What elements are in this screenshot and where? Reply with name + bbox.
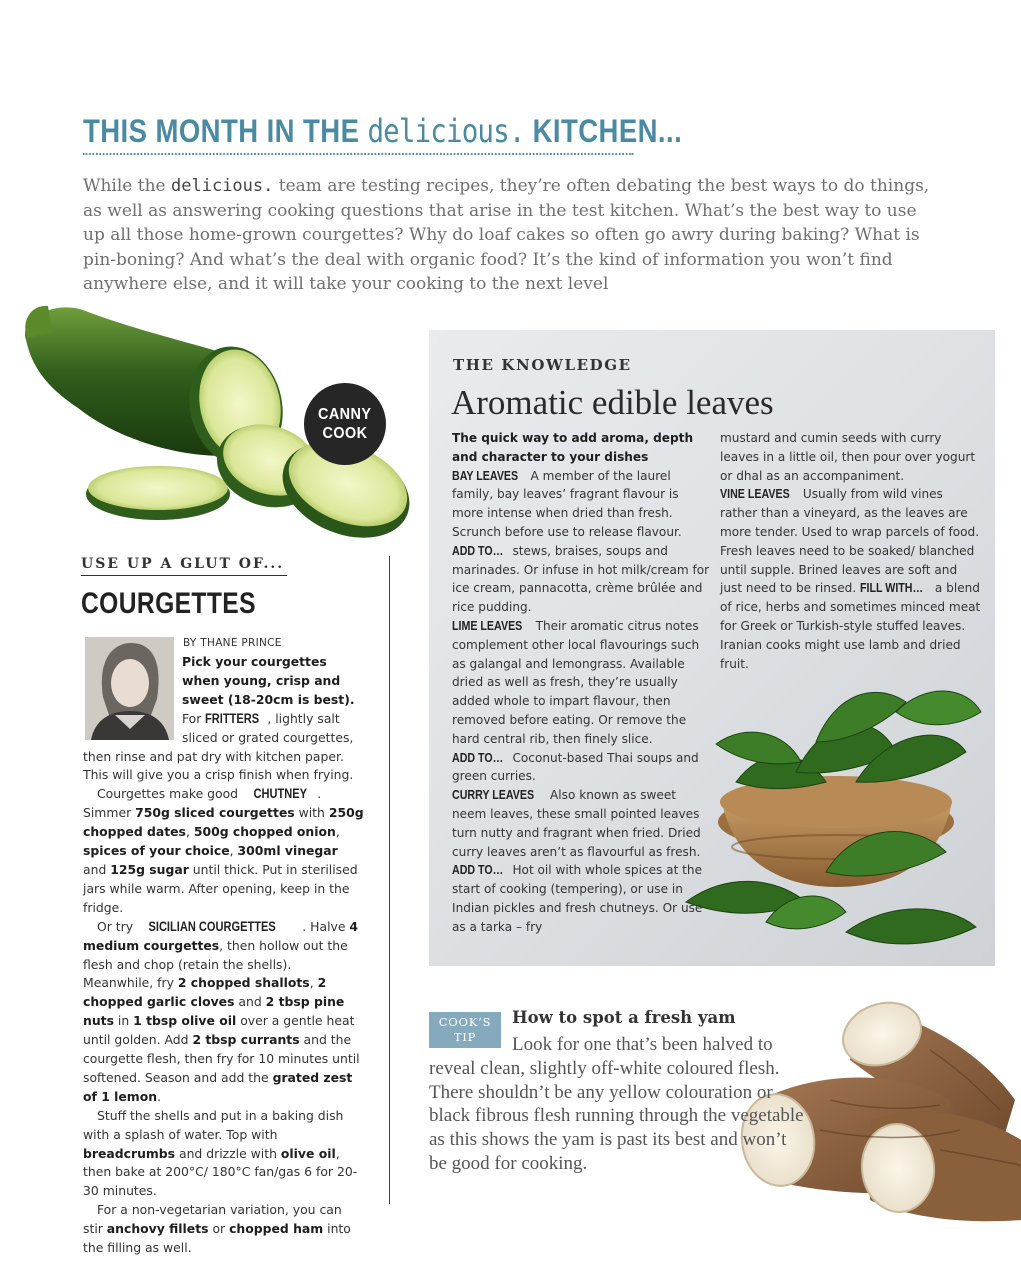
ingredient: 300ml vinegar	[237, 843, 338, 859]
text: and the courgette flesh, then fry for 10 minutes until softened. Season and add the	[83, 1032, 360, 1085]
intro-brand: delicious.	[171, 176, 274, 196]
ingredient: spices of your choice	[83, 843, 230, 859]
ingredient: breadcrumbs	[83, 1145, 176, 1161]
courgette-article	[83, 653, 365, 1258]
article-paragraph	[83, 1201, 365, 1258]
leaf-entry	[720, 485, 982, 673]
text: until thick. Put in sterilised jars while warm. After opening, keep in the fridge.	[83, 861, 358, 915]
badge-wrap-space	[429, 1033, 512, 1053]
text: with	[294, 805, 329, 821]
text: . Halve	[302, 918, 350, 934]
text: Usually from wild vines rather than a vineyard, as the leaves are more tender. Used to wrap parcels of food. Fresh leaves need to be soaked/ blanched until supple. Brined leaves are soft and just need to be rinsed.	[720, 487, 980, 596]
badge-line: COOK	[322, 425, 368, 442]
ingredient: chopped ham	[229, 1221, 324, 1237]
text: a blend of rice, herbs and sometimes minced meat for Greek or Turkish-style stuffed leaves. Iranian cooks might use lamb and dried fruit.	[720, 581, 981, 671]
ingredient: 125g sugar	[110, 861, 189, 877]
leaf-name: CURRY LEAVES	[452, 787, 535, 803]
knowledge-kicker: THE KNOWLEDGE	[453, 356, 632, 374]
canny-cook-badge	[304, 383, 386, 465]
usage-label: ADD TO…	[452, 862, 504, 878]
leaf-name: VINE LEAVES	[720, 486, 790, 502]
leaf-entry	[452, 467, 710, 617]
knowledge-lead	[452, 429, 710, 467]
ingredient: 2 chopped garlic cloves	[83, 975, 327, 1010]
text: , then hollow out the flesh and chop (retain the shells). Meanwhile, fry	[83, 937, 348, 991]
lead-text: The quick way to add aroma, depth and character to your dishes	[452, 431, 694, 464]
article-paragraph	[83, 918, 365, 1107]
section-kicker: USE UP A GLUT OF...	[81, 556, 287, 576]
curry-leaves-bowl-image	[676, 672, 996, 966]
text: Hot oil with whole spices at the start of cooking (tempering), or use in Indian pickles and fresh chutneys. Or use as a tarka – fry	[452, 863, 703, 934]
intro-paragraph	[83, 174, 933, 297]
text: and	[234, 994, 266, 1010]
text: and	[83, 861, 111, 877]
badge-line: TIP	[453, 1030, 477, 1044]
headline-part: KITCHEN...	[524, 113, 683, 149]
ingredient: 1 tbsp olive oil	[133, 1013, 237, 1029]
text: stews, braises, soups and marinades. Or infuse in hot milk/cream for ice cream, pannacotta, crème brûlée and rice pudding.	[452, 543, 710, 615]
knowledge-title: Aromatic edible leaves	[451, 383, 774, 422]
headline-brand: delicious.	[367, 112, 525, 150]
byline: BY THANE PRINCE	[183, 637, 282, 649]
knowledge-column-left	[452, 429, 710, 937]
leaf-entry-continued	[720, 429, 982, 485]
ingredient: 2 tbsp pine nuts	[83, 994, 345, 1029]
lead-text: Pick your courgettes when young, crisp and sweet (18-20cm is best).	[182, 654, 355, 707]
text: ,	[309, 975, 318, 991]
text: ,	[229, 843, 238, 859]
ingredient: 500g chopped onion	[193, 824, 336, 840]
text: Also known as sweet neem leaves, these small pointed leaves turn nutty and fragrant when fried. Dried curry leaves aren’t as flavourful as fresh.	[452, 788, 701, 859]
ingredient: 750g sliced courgettes	[135, 805, 295, 821]
text: in	[113, 1013, 134, 1029]
recipe-name: SICILIAN COURGETTES	[148, 918, 276, 934]
ingredient: olive oil	[280, 1145, 336, 1161]
ingredient: 250g chopped dates	[83, 805, 364, 840]
text: Courgettes make good	[97, 786, 242, 802]
usage-label: ADD TO…	[452, 749, 504, 765]
text: A member of the laurel family, bay leaves’ fragrant flavour is more intense when dried than fresh. Scrunch before use to release flavour.	[452, 468, 682, 539]
ingredient: grated zest of 1 lemon	[83, 1069, 353, 1104]
text: Stuff the shells and put in a baking dish with a splash of water. Top with	[83, 1107, 344, 1142]
text: , lightly salt sliced or grated courgettes, then rinse and pat dry with kitchen paper. This will give you a crisp finish when frying.	[83, 710, 354, 783]
text: ,	[335, 824, 340, 840]
ingredient: 4 medium courgettes	[83, 918, 359, 953]
tip-title: How to spot a fresh yam	[512, 1008, 736, 1027]
column-divider	[389, 556, 390, 1204]
recipe-name: FRITTERS	[205, 710, 260, 726]
badge-line: CANNY	[318, 406, 372, 423]
leaf-entry	[452, 786, 710, 936]
tip-paragraph	[429, 1033, 809, 1176]
tip-text: Look for one that’s been halved to reveal clean, slightly off-white coloured flesh. There shouldn’t be any yellow colouration or black fibrous flesh running through the vegetable as this shows the yam is past its best and won’t be good for cooking.	[429, 1034, 804, 1174]
ingredient: 2 tbsp currants	[192, 1032, 300, 1048]
page-headline	[83, 112, 683, 155]
badge-line: COOK’S	[438, 1015, 492, 1029]
text: For	[182, 710, 206, 726]
text: ,	[185, 824, 194, 840]
photo-wrap-space	[83, 653, 182, 738]
text: For a non-vegetarian variation, you can stir	[83, 1202, 342, 1237]
text: .	[157, 1088, 162, 1104]
intro-text: team are testing recipes, they’re often debating the best ways to do things, as well as answering cooking questions that arise in the test kitchen. What’s the best way to use up all those home-grown courgettes? Why do loaf cakes so often go awry during baking? What is pin-boning? And what’s the deal with organic food? It’s the kind of information you won’t find anywhere else, and it will take your cooking to the next level	[83, 176, 930, 294]
text: over a gentle heat until golden. Add	[83, 1013, 355, 1048]
leaf-name: BAY LEAVES	[452, 467, 519, 483]
text: . Simmer	[83, 786, 322, 821]
knowledge-column-right	[720, 429, 982, 673]
ingredient: anchovy fillets	[106, 1221, 209, 1237]
recipe-name: CHUTNEY	[253, 786, 307, 802]
text: or	[208, 1221, 230, 1237]
text: Their aromatic citrus notes complement other local flavourings such as galangal and lemongrass. Available dried as well as fresh, they’re usually added whole to impart flavour, then removed before eating. Or remove the hard central rib, then finely slice.	[452, 618, 700, 746]
article-paragraph	[83, 1107, 365, 1202]
usage-label: FILL WITH…	[860, 580, 924, 596]
leaf-name: LIME LEAVES	[452, 617, 523, 633]
article-paragraph	[83, 785, 365, 917]
text: and drizzle with	[175, 1145, 281, 1161]
text: Or try	[97, 918, 138, 934]
text: into the filling as well.	[83, 1221, 351, 1256]
section-title: COURGETTES	[81, 587, 256, 620]
text: Coconut-based Thai soups and green curries.	[452, 750, 699, 784]
usage-label: ADD TO…	[452, 542, 504, 558]
leaf-entry	[452, 617, 710, 786]
text: mustard and cumin seeds with curry leaves in a little oil, then pour over yogurt or dhal as an accompaniment.	[720, 431, 976, 483]
ingredient: 2 chopped shallots	[177, 975, 310, 991]
text: , then bake at 200°C/ 180°C fan/gas 6 for 20-30 minutes.	[83, 1145, 358, 1199]
headline-part: THIS MONTH IN THE	[83, 113, 368, 149]
intro-text: While the	[83, 176, 172, 196]
